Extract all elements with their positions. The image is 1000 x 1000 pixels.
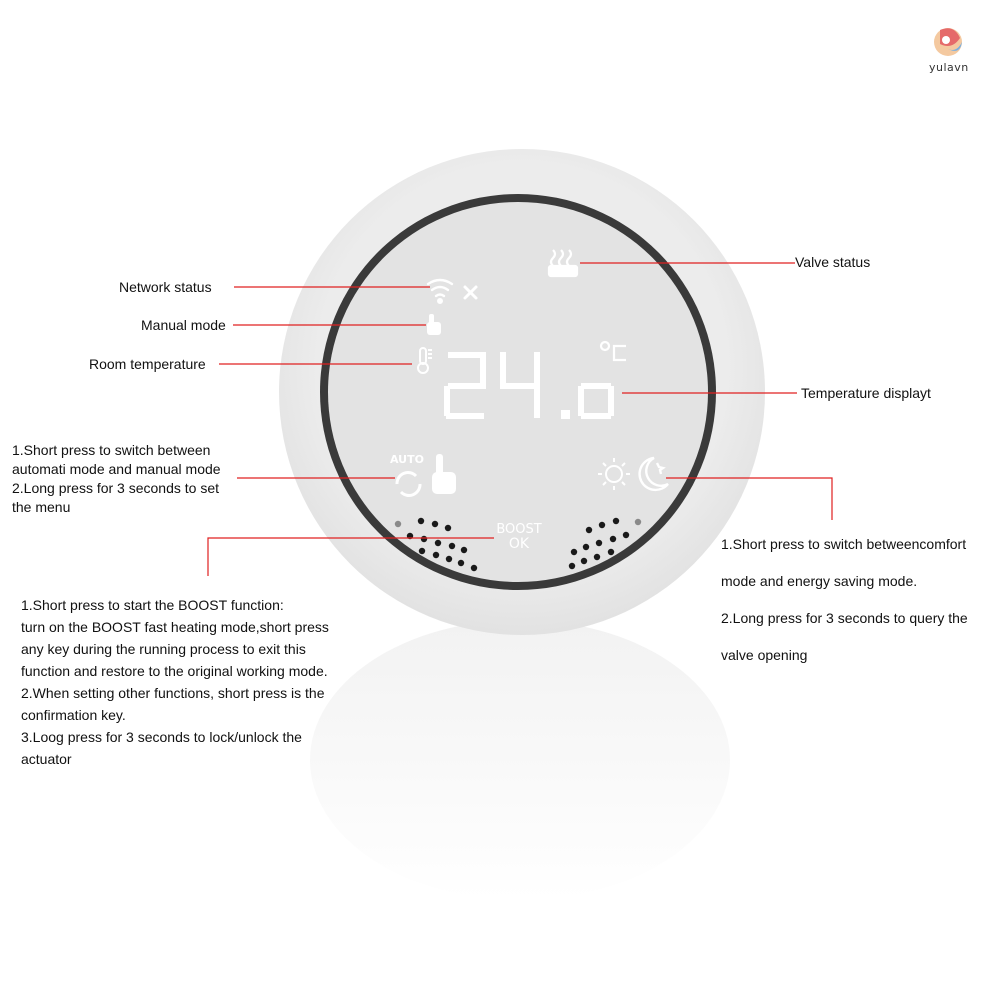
note-mode-button bbox=[12, 441, 221, 517]
note-line: actuator bbox=[21, 751, 72, 767]
device-reflection bbox=[310, 620, 730, 900]
label-temperature-display: Temperature displayt bbox=[801, 385, 931, 401]
note-line: 1.Short press to switch between bbox=[12, 442, 211, 458]
brand-logo-icon bbox=[934, 28, 962, 56]
note-line: 1.Short press to start the BOOST function: bbox=[21, 597, 284, 613]
note-line: automati mode and manual mode bbox=[12, 461, 221, 477]
note-line: 3.Loog press for 3 seconds to lock/unlock the bbox=[21, 729, 302, 745]
note-comfort-button bbox=[721, 526, 968, 674]
note-line: 2.When setting other functions, short press is the bbox=[21, 685, 325, 701]
label-network-status: Network status bbox=[119, 279, 212, 295]
note-boost-button bbox=[21, 594, 329, 770]
note-line: 2.Long press for 3 seconds to set bbox=[12, 480, 220, 496]
label-valve-status: Valve status bbox=[795, 254, 871, 270]
note-line: any key during the running process to exit this bbox=[21, 641, 306, 657]
ok-label: OK bbox=[508, 536, 530, 552]
note-line: 2.Long press for 3 seconds to query the bbox=[721, 610, 968, 626]
boost-label: BOOST bbox=[496, 522, 542, 537]
label-room-temperature: Room temperature bbox=[89, 356, 206, 372]
note-line: the menu bbox=[12, 499, 71, 515]
note-line: 1.Short press to switch betweencomfort bbox=[721, 536, 967, 552]
note-line: valve opening bbox=[721, 647, 808, 663]
note-line: confirmation key. bbox=[21, 707, 126, 723]
label-manual-mode: Manual mode bbox=[141, 317, 226, 333]
note-line: turn on the BOOST fast heating mode,short press bbox=[21, 619, 329, 635]
note-line: mode and energy saving mode. bbox=[721, 573, 918, 589]
boost-ok-button[interactable] bbox=[494, 522, 544, 552]
brand-logo-text: yulavn bbox=[929, 61, 969, 74]
auto-label: AUTO bbox=[390, 453, 424, 466]
note-line: function and restore to the original working mode. bbox=[21, 663, 328, 679]
